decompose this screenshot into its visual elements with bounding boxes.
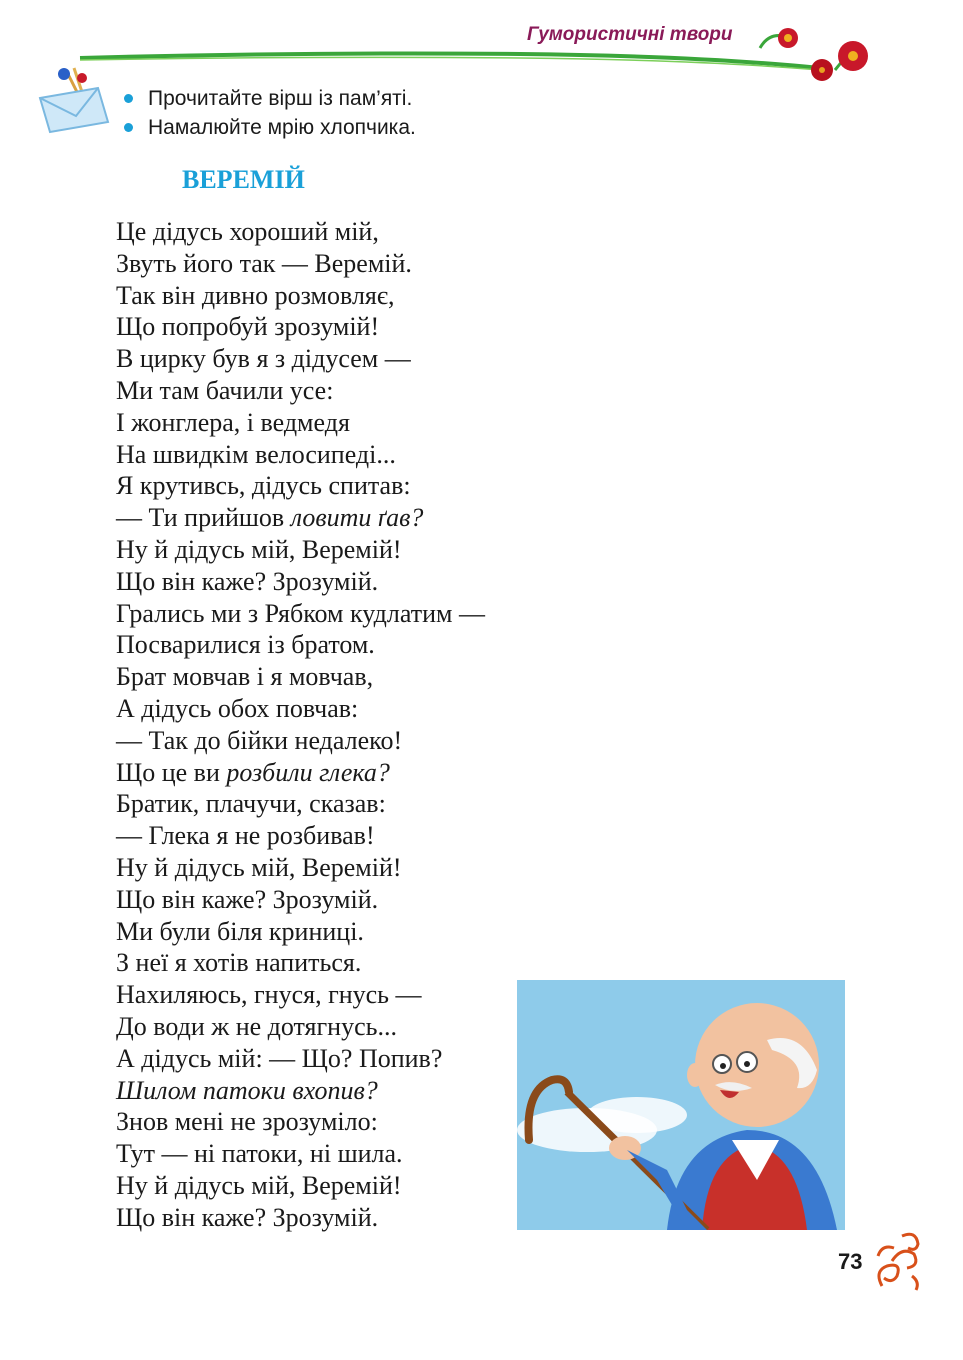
- poem-line: [116, 757, 485, 789]
- poem-line: [116, 852, 485, 884]
- poem-line: [116, 311, 485, 343]
- poem-line-text: В цирку був я з дідусем —: [116, 344, 411, 374]
- poem-line: [116, 916, 485, 948]
- poem-line: [116, 534, 485, 566]
- poem-line: [116, 725, 485, 757]
- poem-line-text: Що це ви: [116, 757, 227, 787]
- poem-line: [116, 407, 485, 439]
- poem-line: [116, 375, 485, 407]
- poem-line-text: Тут — ні патоки, ні шила.: [116, 1139, 403, 1169]
- task-text: Намалюйте мрію хлопчика.: [148, 116, 416, 139]
- poem-line: [116, 1170, 485, 1202]
- poem-line-text: — Глека я не розбивав!: [116, 821, 375, 851]
- poem-line-text: А дідусь мій: — Що? Попив?: [116, 1043, 443, 1073]
- header-flower-stem: [0, 0, 963, 90]
- poem-line-text: І жонглера, і ведмедя: [116, 407, 350, 437]
- ornament-icon: [872, 1226, 922, 1292]
- poem-line-text: Ну й дідусь мій, Веремій!: [116, 852, 402, 882]
- poem-line-text: З неї я хотів напиться.: [116, 948, 362, 978]
- poem-line-text: Ну й дідусь мій, Веремій!: [116, 1170, 402, 1200]
- poem-line-text: До води ж не дотягнусь...: [116, 1011, 397, 1041]
- poem-line: [116, 1043, 485, 1075]
- poem-line-text: Я крутивсь, дідусь спитав:: [116, 471, 411, 501]
- task-list: [120, 84, 416, 142]
- poem-line: [116, 598, 485, 630]
- poem-line-text: Нахиляюсь, гнуся, гнусь —: [116, 980, 422, 1010]
- poem-line-text: Посварилися із братом.: [116, 630, 375, 660]
- poem-line-text: На швидкім велосипеді...: [116, 439, 396, 469]
- poem-line: [116, 884, 485, 916]
- poem-line: [116, 502, 485, 534]
- poem-line-italic: ловити ґав?: [290, 503, 424, 533]
- poem-line: [116, 1202, 485, 1234]
- poem-line-text: Брат мовчав і я мовчав,: [116, 662, 374, 692]
- poem-line-text: Що він каже? Зрозумій.: [116, 884, 379, 914]
- poem-line-text: Братик, плачучи, сказав:: [116, 789, 386, 819]
- poem-line-text: Що попробуй зрозумій!: [116, 312, 380, 342]
- poem-line: [116, 1075, 485, 1107]
- poem-line-text: — Так до бійки недалеко!: [116, 725, 403, 755]
- bullet-icon: [124, 94, 133, 103]
- poem-line-text: Ну й дідусь мій, Веремій!: [116, 534, 402, 564]
- poem-line-text: Це дідусь хороший мій,: [116, 217, 379, 246]
- bullet-icon: [124, 123, 133, 132]
- poem-line-text: Знов мені не зрозуміло:: [116, 1107, 378, 1137]
- poem-line: [116, 280, 485, 312]
- poem-line-text: Що він каже? Зрозумій.: [116, 566, 379, 596]
- poem-line: [116, 1011, 485, 1043]
- poem-line: [116, 979, 485, 1011]
- poem-line: [116, 566, 485, 598]
- poem-line-text: Грались ми з Рябком кудлатим —: [116, 598, 485, 628]
- poem-line: [116, 216, 485, 248]
- poem-line: [116, 470, 485, 502]
- poem-line-text: Ми там бачили усе:: [116, 375, 334, 405]
- flower-icon: [778, 28, 798, 48]
- page-number: 73: [838, 1249, 863, 1274]
- flower-icon: [838, 41, 868, 71]
- poem-title: ВЕРЕМІЙ: [182, 165, 305, 194]
- flower-icon: [811, 59, 833, 81]
- grandfather-illustration: [517, 980, 845, 1230]
- task-text: Прочитайте вірш із пам’яті.: [148, 87, 413, 110]
- poem-line: [116, 947, 485, 979]
- poem-line: [116, 693, 485, 725]
- poem-line: [116, 439, 485, 471]
- poem-text: [116, 216, 485, 1234]
- poem-line: [116, 661, 485, 693]
- poem-line-italic: розбили глека?: [226, 757, 390, 787]
- poem-line-italic: Шилом патоки вхопив?: [116, 1075, 378, 1105]
- poem-line: [116, 1106, 485, 1138]
- poem-line-text: Звуть його так — Веремій.: [116, 248, 412, 278]
- poem-line-text: А дідусь обох повчав:: [116, 693, 359, 723]
- poem-line: [116, 343, 485, 375]
- section-title: Гумористичні твори: [527, 24, 733, 45]
- poem-line: [116, 820, 485, 852]
- envelope-icon: [36, 60, 116, 140]
- poem-line-text: — Ти прийшов: [116, 503, 291, 533]
- poem-line-text: Що він каже? Зрозумій.: [116, 1202, 379, 1232]
- poem-line-text: Ми були біля криниці.: [116, 916, 364, 946]
- poem-line: [116, 629, 485, 661]
- poem-line-text: Так він дивно розмовляє,: [116, 280, 395, 310]
- poem-line: [116, 1138, 485, 1170]
- task-item: [120, 84, 416, 113]
- poem-line: [116, 248, 485, 280]
- poem-line: [116, 788, 485, 820]
- task-item: [120, 113, 416, 142]
